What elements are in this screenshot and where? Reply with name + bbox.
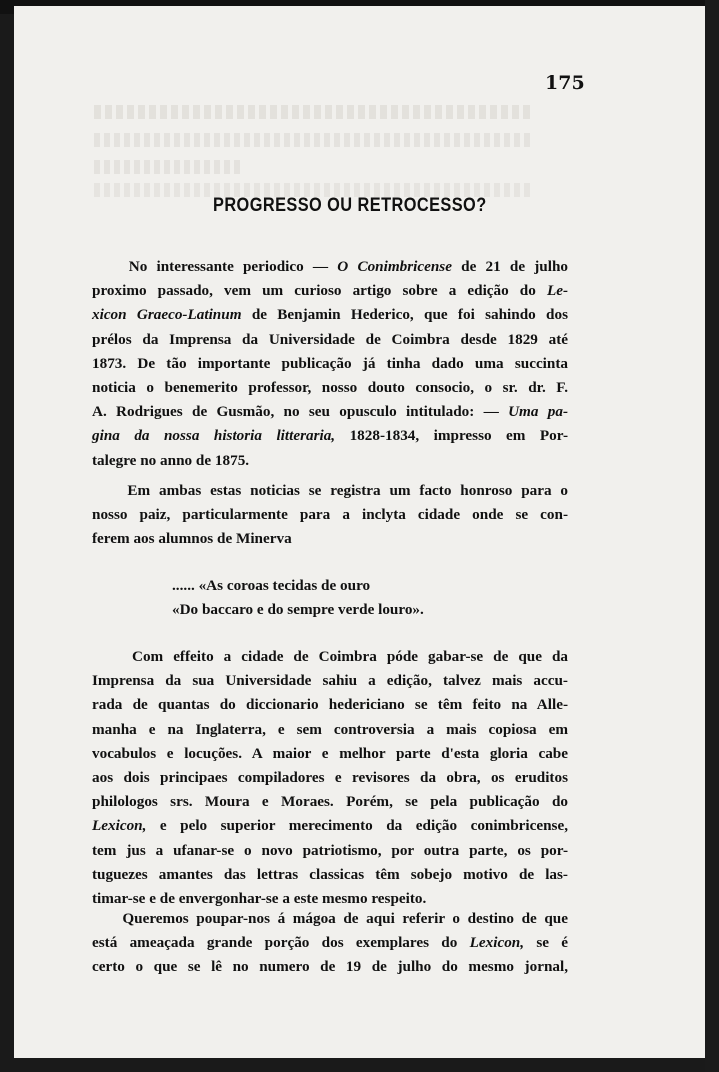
text-line: aos dois principaes compiladores e revisores da obra, os eruditos [92, 769, 568, 787]
paragraph-2 [92, 479, 568, 552]
text-line: prélos da Imprensa da Universidade de Coimbra desde 1829 até [92, 330, 568, 348]
article-title: PROGRESSO OU RETROCESSO? [213, 195, 487, 216]
text-line: tuguezes amantes das lettras classicas têm sobejo motivo de las- [92, 865, 568, 883]
text-line: nosso paiz, particularmente para a inclyta cidade onde se con- [92, 506, 568, 524]
text-line: gina da nossa historia litteraria, 1828-1834, impresso em Por- [92, 427, 569, 445]
paragraph-3 [92, 645, 568, 911]
verse-line: «Do baccaro e do sempre verde louro». [172, 601, 424, 618]
verse-line: ...... «As coroas tecidas de ouro [172, 577, 371, 594]
bleed-through [90, 105, 530, 119]
verse-quote [172, 574, 424, 622]
text-line: proximo passado, vem um curioso artigo sobre a edição do Le- [92, 282, 569, 300]
text-line: rada de quantas do diccionario hedericiano se têm feito na Alle- [92, 696, 568, 714]
page-number: 175 [545, 72, 585, 94]
text-line: timar-se e de envergonhar-se a este mesmo respeito. [92, 890, 427, 908]
text-line: talegre no anno de 1875. [92, 451, 250, 469]
text-line: vocabulos e locuções. A maior e melhor parte d'esta gloria cabe [92, 744, 568, 762]
text-line: No interessante periodico — O Conimbricense de 21 de julho [128, 258, 569, 275]
text-line: Queremos poupar-nos á mágoa de aqui referir o destino de que [122, 910, 568, 927]
text-line: noticia o benemerito professor, nosso douto consocio, o sr. dr. F. [92, 379, 568, 397]
text-line: Com effeito a cidade de Coimbra póde gabar-se de que da [131, 648, 568, 665]
paragraph-4 [92, 907, 568, 980]
bleed-through [90, 133, 530, 147]
text-line: A. Rodrigues de Gusmão, no seu opusculo intitulado: — Uma pa- [92, 403, 568, 421]
text-line: xicon Graeco-Latinum de Benjamin Hederico, que foi sahindo dos [92, 306, 569, 324]
text-line: philologos srs. Moura e Moraes. Porém, se pela publicação do [92, 793, 568, 811]
paragraph-1 [92, 255, 568, 473]
bleed-through [90, 160, 240, 174]
text-line: Lexicon, e pelo superior merecimento da edição conimbricense, [92, 817, 569, 835]
text-line: Imprensa da sua Universidade sahiu a edição, talvez mais accu- [92, 672, 568, 690]
text-line: está ameaçada grande porção dos exemplares do Lexicon, se é [92, 934, 569, 952]
text-line: tem jus a ufanar-se o novo patriotismo, por outra parte, os por- [92, 841, 568, 859]
text-line: Em ambas estas noticias se registra um facto honroso para o [127, 482, 569, 499]
scan-right-edge [705, 0, 719, 1072]
text-line: ferem aos alumnos de Minerva [92, 530, 292, 548]
text-line: certo o que se lê no numero de 19 de julho do mesmo jornal, [92, 958, 568, 976]
text-line: 1873. De tão importante publicação já tinha dado uma succinta [92, 354, 568, 372]
text-line: manha e na Inglaterra, e sem controversia a mais copiosa em [92, 720, 568, 738]
